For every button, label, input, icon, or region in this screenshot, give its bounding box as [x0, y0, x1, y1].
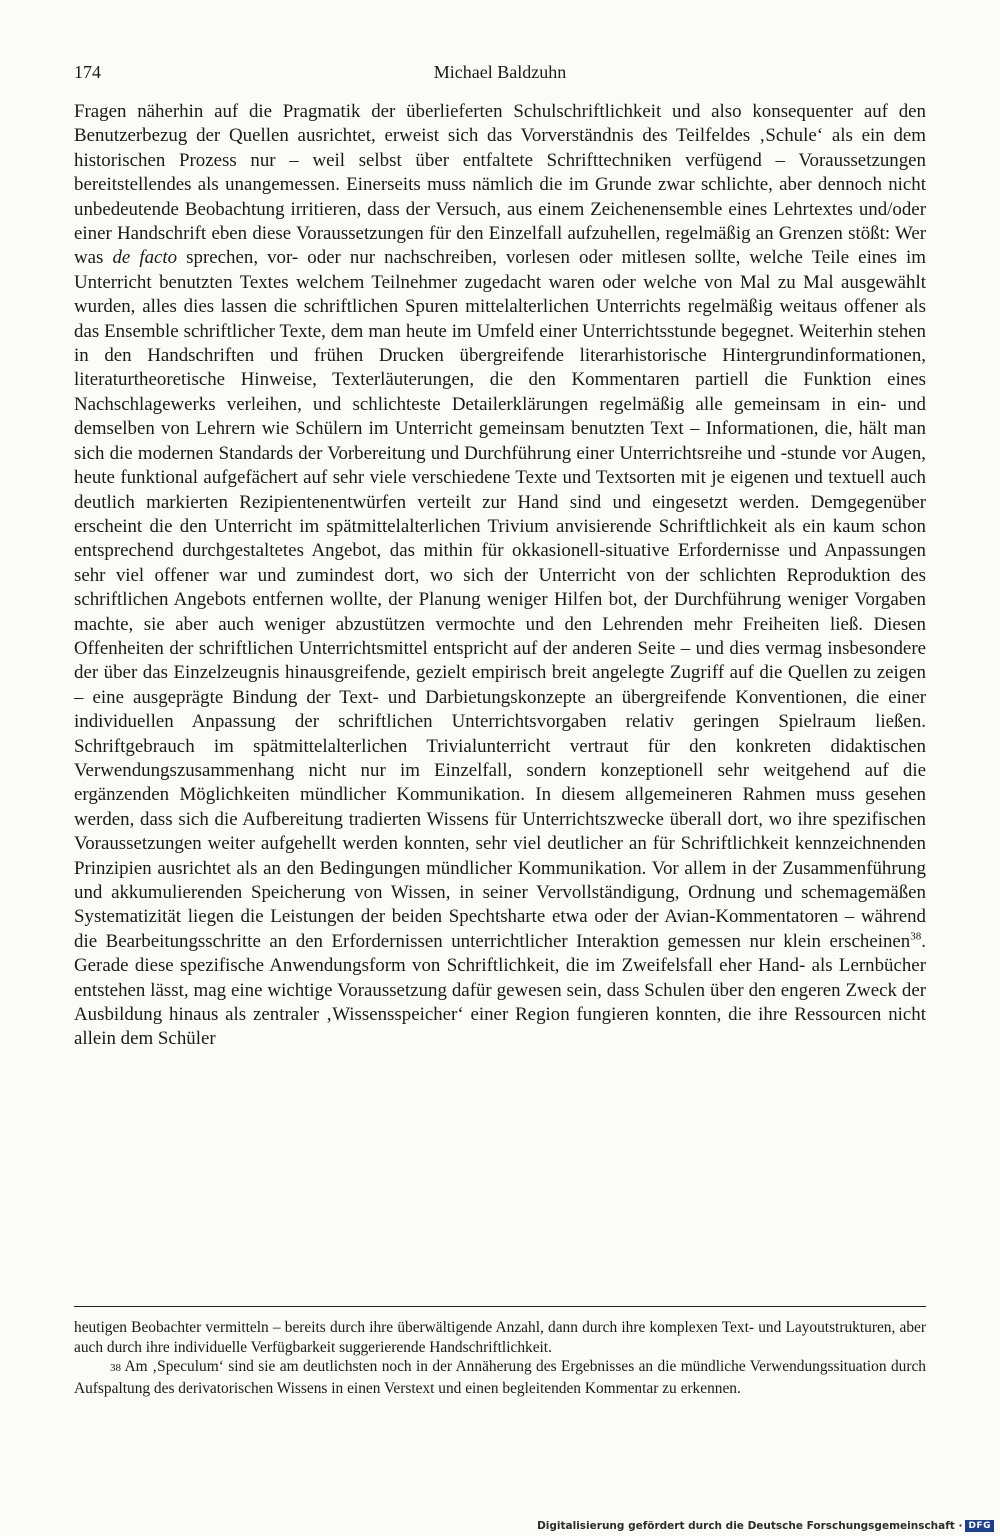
body-text-part-1: Fragen näherhin auf die Pragmatik der überlieferten Schulschriftlichkeit und also konsequenter auf den Benutzerbezug der Quellen ausrichtet, erweist sich das Vorverständnis des Teilfeldes ‚Schule‘ als ein dem historischen Prozess nur – weil selbst über entfaltete Schrifttechniken verfügend – Voraussetzungen bereitstellendes als unangemessen. Einerseits muss nämlich die im Grunde zwar schlichte, aber dennoch nicht unbedeutende Beobachtung irritieren, dass der Versuch, aus einem Zeichenensemble eines Lehrtextes und/oder einer Handschrift eben diese Voraussetzungen für den Einzelfall aufzuhellen, regelmäßig an Grenzen stößt: Wer was: [74, 101, 926, 269]
footnote-divider: [74, 1306, 926, 1307]
running-head-author: Michael Baldzuhn: [433, 62, 567, 82]
credit-text: Digitalisierung gefördert durch die Deutsche Forschungsgemeinschaft ·: [537, 1520, 963, 1532]
page-number: 174: [74, 62, 101, 82]
digitization-credit: [537, 1520, 994, 1532]
footnote-continuation: heutigen Beobachter vermitteln – bereits durch ihre überwältigende Anzahl, dann durch ihre komplexen Text- und Layoutstrukturen, aber auch durch ihre individuelle Verfügbarkeit suggerierende Handschriftlichkeit.: [74, 1319, 926, 1356]
italic-phrase: de facto: [112, 247, 178, 269]
dfg-logo-icon: DFG: [965, 1520, 994, 1532]
body-text-part-3: . Gerade diese spezifische Anwendungsform von Schriftlichkeit, die im Zweifelsfall eher Hand- als Lernbücher entstehen lässt, mag eine wichtige Voraussetzung dafür gewesen sein, dass Schulen über den engeren Zweck der Ausbildung hinaus als zentraler ‚Wissensspeicher‘ einer Region fungieren konnten, die ihre Ressourcen nicht allein dem Schüler: [74, 930, 926, 1050]
footnote-38-text: Am ‚Speculum‘ sind sie am deutlichsten noch in der Annäherung des Ergebnisses an die mündliche Verwendungssituation durch Aufspaltung des derivatorischen Wissens in einen Verstext und einen begleitenden Kommentar zu erkennen.: [74, 1358, 926, 1397]
footnote-reference-38[interactable]: 38: [910, 930, 922, 943]
page-header: [74, 62, 926, 88]
footnote-38-number: 38: [110, 1362, 121, 1375]
footnote-38: [74, 1357, 926, 1398]
footnotes-section: [74, 1318, 926, 1398]
body-paragraph: [74, 100, 926, 1052]
body-text-part-2: sprechen, vor- oder nur nachschreiben, vorlesen oder mitlesen sollte, welche Teile eines im Unterricht benutzten Textes welchem Teilnehmer zugedacht waren oder welche von Mal zu Mal ausgewählt wurden, alles dies lassen die schriftlichen Spuren mittelalterlichen Unterrichts regelmäßig weitaus offener als das Ensemble schriftlicher Texte, dem man heute im Umfeld einer Unterrichtsstunde begegnet. Weiterhin stehen in den Handschriften und frühen Drucken übergreifende literarhistorische Hintergrundinformationen, literaturtheoretische Hinweise, Texterläuterungen, die den Kommentaren partiell die Funktion eines Nachschlagewerks verleihen, und schlichteste Detailerklärungen regelmäßig alle gemeinsam in ein- und demselben von Lehrern wie Schülern im Unterricht gemeinsam benutzten Text – Informationen, die, hält man sich die modernen Standards der Vorbereitung und Durchführung einer Unterrichtsreihe und -stunde vor Augen, heute funktional aufgefächert auf sehr viele verschiedene Texte und Textsorten mit je eigenen und textuell auch deutlich markierten Rezipientenentwürfen verteilt zur Hand sind und eingesetzt werden. Demgegenüber erscheint die den Unterricht im spätmittelalterlichen Trivium anvisierende Schriftlichkeit als ein kaum schon entsprechend durchgestaltetes Angebot, das mithin für okkasionell-situative Erfordernisse und Anpassungen sehr viel offener war und zumindest dort, wo sich der Unterricht von der schlichten Reproduktion des schriftlichen Angebots entfernen wollte, der Planung weniger Hilfen bot, der Durchführung weniger Vorgaben machte, sie aber auch weniger abzustützen vermochte und den Lehrenden mehr Freiheiten ließ. Diesen Offenheiten der schriftlichen Unterrichtsmittel entspricht auf der anderen Seite – und dies vermag insbesondere der über das Einzelzeugnis hinausgreifende, gezielt empirisch breit angelegte Zugriff auf die Quellen zu zeigen – eine ausgeprägte Bindung der Text- und Darbietungskonzepte an übergreifende Konventionen, die einer individuellen Anpassung der schriftlichen Unterrichtsvorgaben relativ geringen Spielraum ließen. Schriftgebrauch im spätmittelalterlichen Trivialunterricht vertraut für den konkreten didaktischen Verwendungszusammenhang nicht nur im Einzelfall, sondern konzeptionell sehr weitgehend auf die ergänzenden Möglichkeiten mündlicher Kommunikation. In diesem allgemeineren Rahmen muss gesehen werden, dass sich die Aufbereitung tradierten Wissens für Unterrichtszwecke überall dort, wo ihre spezifischen Voraussetzungen weiter aufgehellt werden konnten, sehr viel deutlicher an für Schriftlichkeit kennzeichnenden Prinzipien ausrichtet als an den Bedingungen mündlicher Kommunikation. Vor allem in der Zusammenführung und akkumulierenden Speicherung von Wissen, in seiner Vervollständigung, Ordnung und schemagemäßen Systematizität liegen die Leistungen der beiden Spechtsharte etwa oder der Avian-Kommentatoren – während die Bearbeitungsschritte an den Erfordernissen unterrichtlicher Interaktion gemessen nur klein erscheinen: [74, 247, 926, 952]
